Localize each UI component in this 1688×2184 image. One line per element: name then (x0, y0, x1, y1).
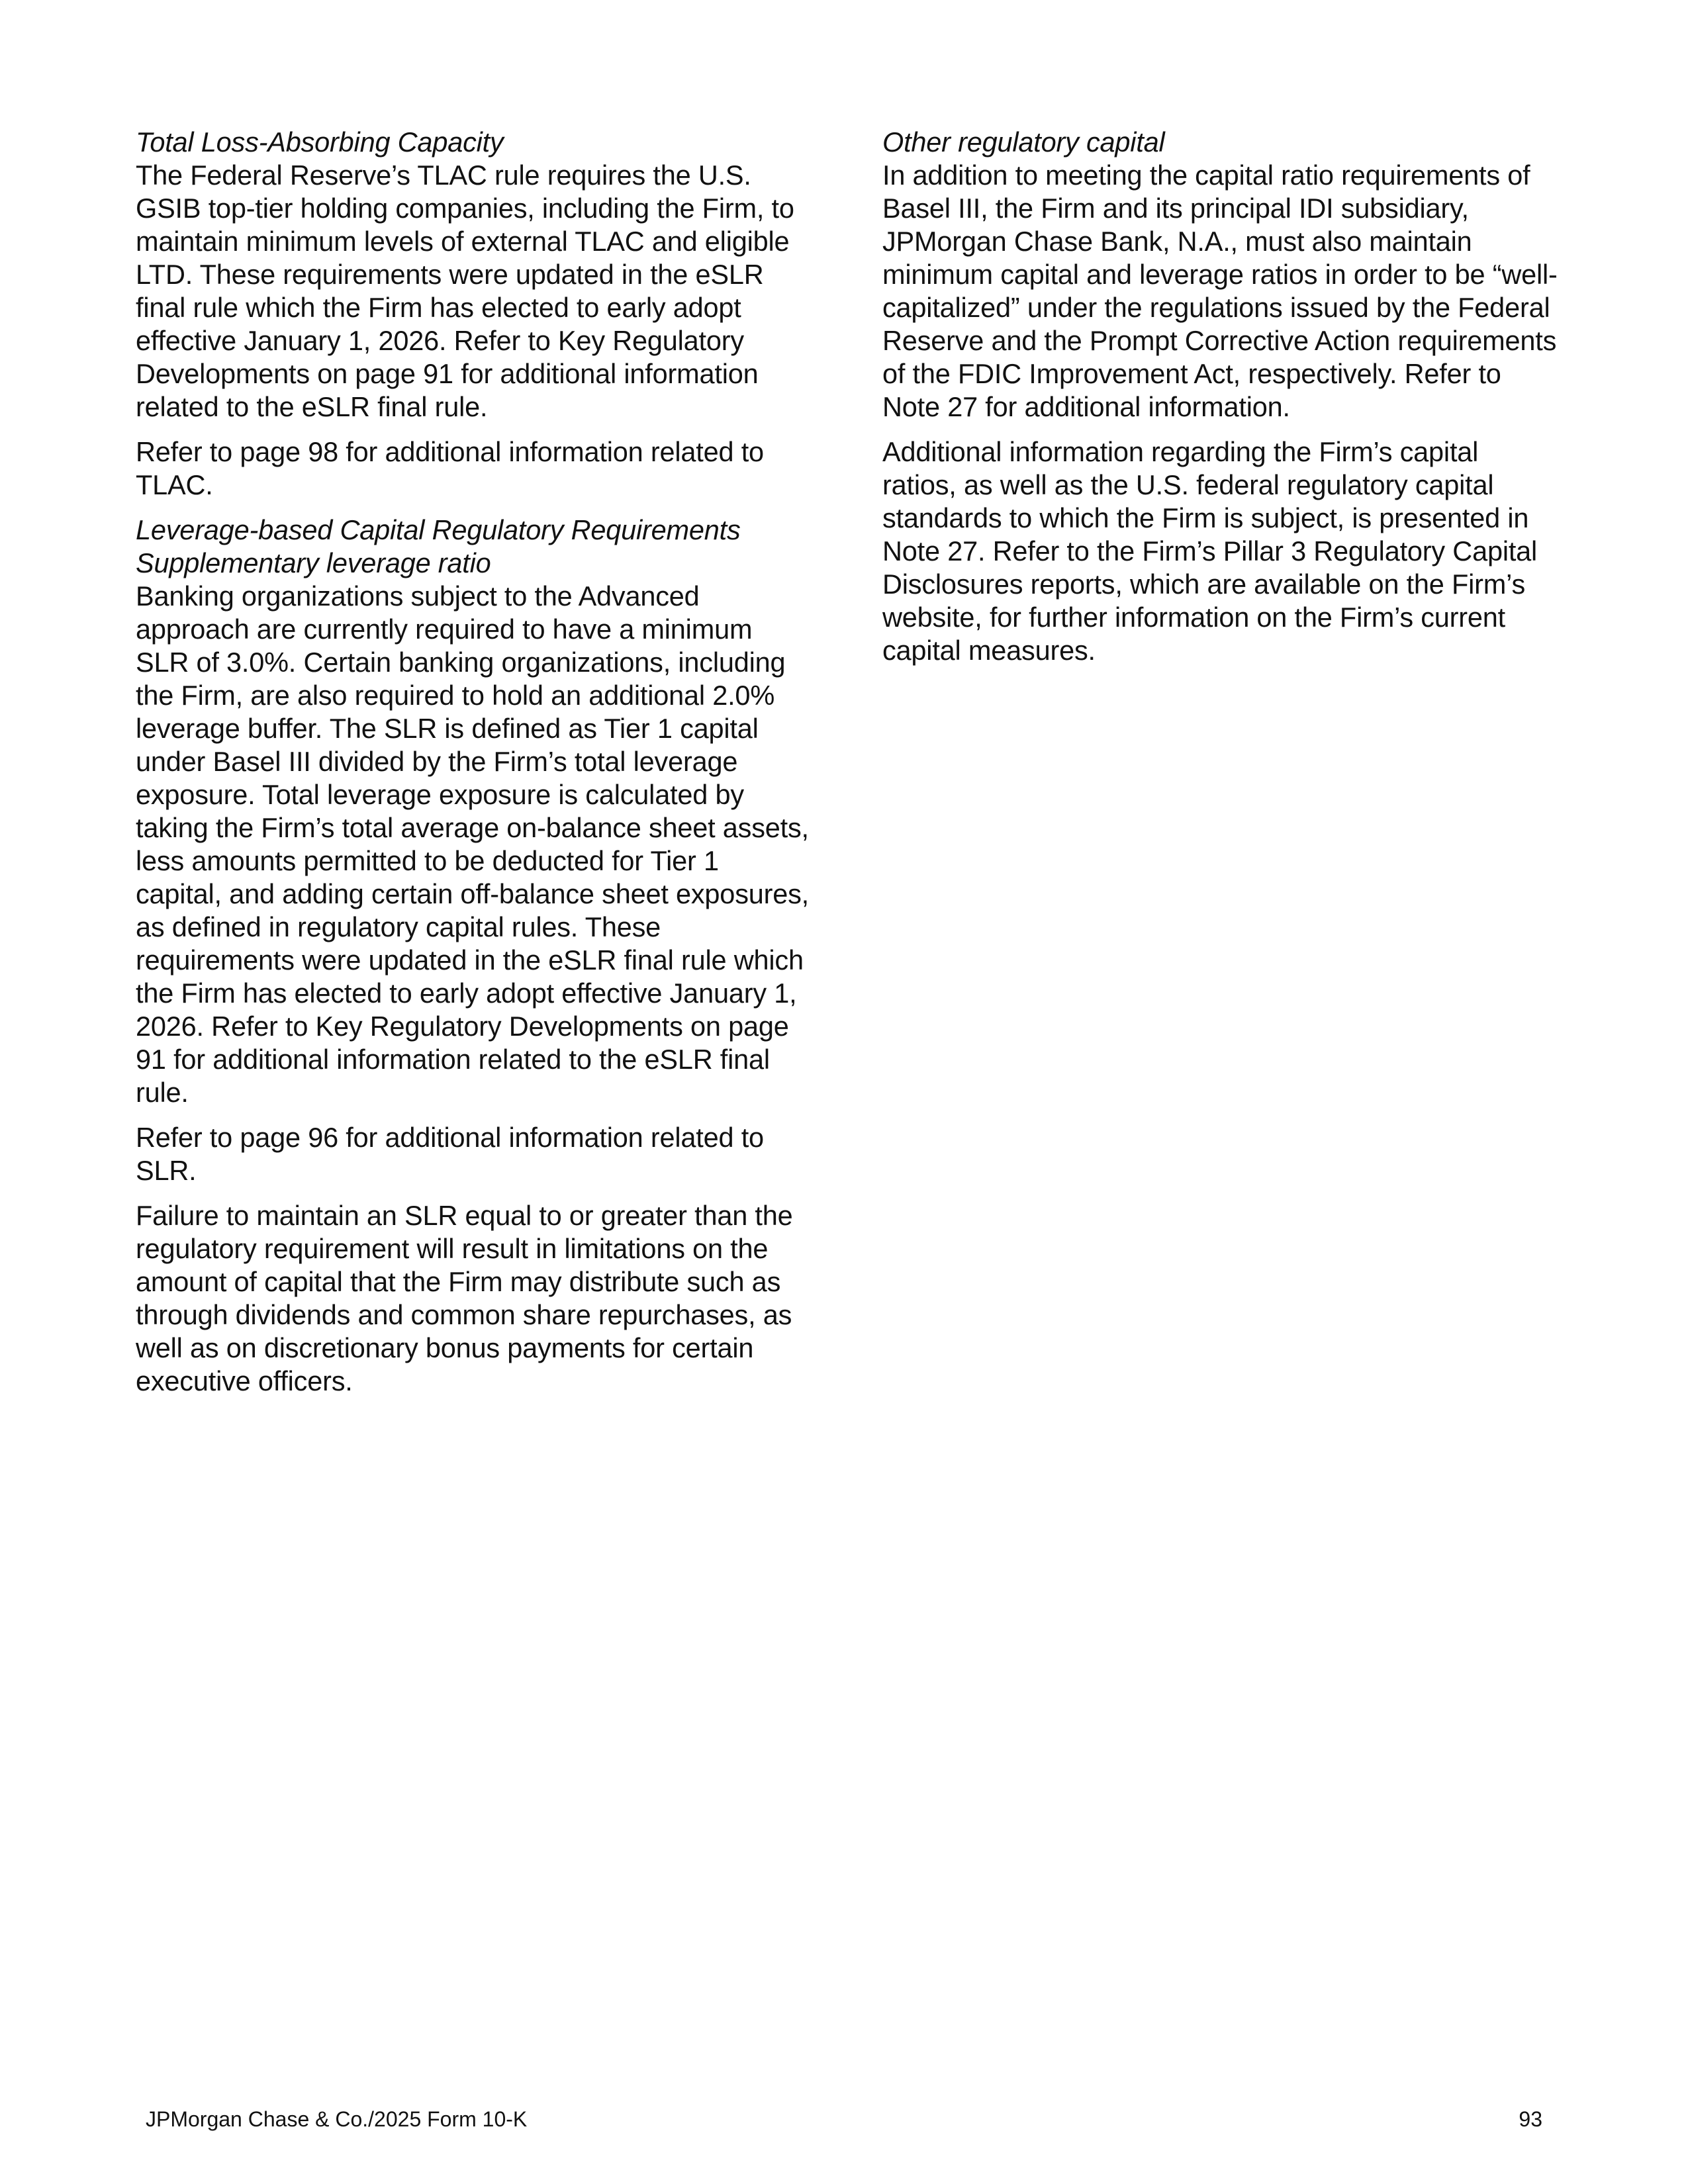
slr-subheading: Supplementary leverage ratio (136, 547, 491, 578)
other-capital-heading: Other regulatory capital (882, 126, 1165, 158)
footer-document-title: JPMorgan Chase & Co./2025 Form 10-K (146, 2107, 528, 2131)
slr-paragraph-3: Failure to maintain an SLR equal to or greater than the regulatory requirement will result in limitations on the amount of capital that the Firm may distribute such as through dividends and common share repurchases, as well as on discretionary bonus payments for certain executive officers. (136, 1200, 793, 1396)
tlac-heading: Total Loss-Absorbing Capacity (136, 126, 504, 158)
tlac-paragraph-2: Refer to page 98 for additional information related to TLAC. (136, 436, 764, 500)
left-column (136, 126, 811, 1410)
slr-paragraph-1: Banking organizations subject to the Advanced approach are currently required to have a minimum SLR of 3.0%. Certain banking organizations, including the Firm, are also required to hold an additional 2.0% leverage buffer. The SLR is defined as Tier 1 capital under Basel III divided by the Firm’s total leverage exposure. Total leverage exposure is calculated by taking the Firm’s total average on-balance sheet assets, less amounts permitted to be deducted for Tier 1 capital, and adding certain off-balance sheet exposures, as defined in regulatory capital rules. These requirements were updated in the eSLR final rule which the Firm has elected to early adopt effective January 1, 2026. Refer to Key Regulatory Developments on page 91 for additional information related to the eSLR final rule. (136, 580, 809, 1108)
leverage-heading: Leverage-based Capital Regulatory Requirements (136, 514, 741, 545)
right-column (882, 126, 1558, 679)
footer-page-number: 93 (1519, 2107, 1542, 2131)
slr-paragraph-2: Refer to page 96 for additional information related to SLR. (136, 1122, 764, 1186)
other-capital-paragraph-2: Additional information regarding the Firm’s capital ratios, as well as the U.S. federal regulatory capital standards to which the Firm is subject, is presented in Note 27. Refer to the Firm’s Pillar 3 Regulatory Capital Disclosures reports, which are available on the Firm’s website, for further information on the Firm’s current capital measures. (882, 436, 1538, 666)
other-capital-paragraph-1: In addition to meeting the capital ratio requirements of Basel III, the Firm and its principal IDI subsidiary, JPMorgan Chase Bank, N.A., must also maintain minimum capital and leverage ratios in order to be “well-capitalized” under the regulations issued by the Federal Reserve and the Prompt Corrective Action requirements of the FDIC Improvement Act, respectively. Refer to Note 27 for additional information. (882, 159, 1558, 422)
tlac-paragraph-1: The Federal Reserve’s TLAC rule requires the U.S. GSIB top-tier holding companies, including the Firm, to maintain minimum levels of external TLAC and eligible LTD. These requirements were updated in the eSLR final rule which the Firm has elected to early adopt effective January 1, 2026. Refer to Key Regulatory Developments on page 91 for additional information related to the eSLR final rule. (136, 159, 794, 422)
